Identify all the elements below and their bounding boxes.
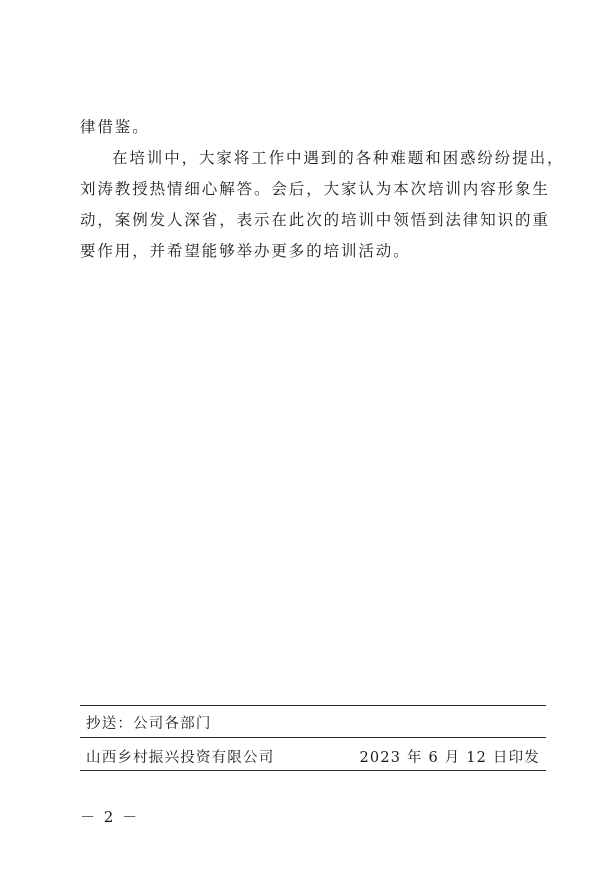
footer-top-rule [80,705,546,706]
body-line: 律借鉴。 [80,118,150,136]
body-text [80,112,565,267]
body-line: 要作用，并希望能够举办更多的培训活动。 [80,242,411,260]
issuer-name: 山西乡村振兴投资有限公司 [86,750,275,766]
body-line: 在培训中，大家将工作中遇到的各种难题和困惑纷纷提出， [112,149,565,167]
page-number: － 2 － [80,808,140,826]
issue-date: 2023 年 6 月 12 日印发 [359,750,540,766]
body-line: 刘涛教授热情细心解答。会后，大家认为本次培训内容形象生 [80,180,550,198]
cc-line: 抄送：公司各部门 [86,716,212,732]
body-line: 动，案例发人深省，表示在此次的培训中领悟到法律知识的重 [80,211,550,229]
footer-middle-rule [80,737,546,738]
footer-bottom-rule [80,770,546,771]
